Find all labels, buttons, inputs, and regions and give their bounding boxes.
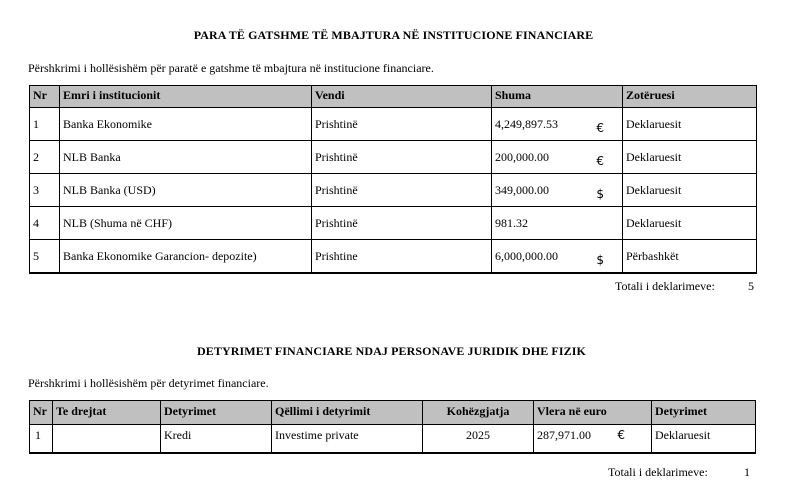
amount-value: 4,249,897.53 [495, 116, 558, 131]
euro-icon: € [617, 428, 625, 442]
amount-value: 981.32 [495, 215, 528, 230]
header-holder: Detyrimet [652, 401, 756, 425]
cell-country: Prishtinë [312, 141, 492, 174]
total-label: Totali i deklarimeve: [615, 279, 715, 293]
euro-icon: € [596, 154, 604, 168]
cell-country: Prishtinë [312, 207, 492, 240]
cell-value [534, 425, 652, 454]
cell-country: Prishtinë [312, 174, 492, 207]
cell-owner: Përbashkët [623, 240, 757, 274]
table-row [30, 108, 757, 141]
header-institution: Emri i institucionit [60, 86, 312, 108]
amount-value: 349,000.00 [495, 182, 549, 197]
header-amount: Shuma [492, 86, 623, 108]
cell-duration: 2025 [423, 425, 534, 454]
cell-institution: Banka Ekonomike [60, 108, 312, 141]
cell-country: Prishtinë [312, 108, 492, 141]
dollar-icon: $ [596, 253, 604, 267]
header-duration: Kohëzgjatja [423, 401, 534, 425]
table-row [30, 425, 756, 454]
cell-amount [492, 240, 623, 274]
table-header-row [30, 86, 757, 108]
table-row [30, 141, 757, 174]
cell-nr: 2 [30, 141, 60, 174]
section1-total-value: 5 [748, 279, 754, 293]
cell-nr: 3 [30, 174, 60, 207]
cell-owner: Deklaruesit [623, 174, 757, 207]
table-row [30, 207, 757, 240]
cell-nr: 4 [30, 207, 60, 240]
section2-total [608, 465, 708, 480]
liabilities-table [29, 400, 756, 454]
cell-owner: Deklaruesit [623, 108, 757, 141]
section2-title: DETYRIMET FINANCIARE NDAJ PERSONAVE JURIDIK DHE FIZIK [197, 344, 586, 358]
cell-purpose: Investime private [272, 425, 423, 454]
amount-value: 200,000.00 [495, 149, 549, 164]
cell-amount [492, 108, 623, 141]
cell-institution: NLB Banka (USD) [60, 174, 312, 207]
cell-amount [492, 207, 623, 240]
cash-holdings-table [29, 85, 757, 274]
header-owner: Zotëruesi [623, 86, 757, 108]
cell-amount [492, 174, 623, 207]
cell-nr: 1 [30, 108, 60, 141]
header-nr: Nr [30, 401, 53, 425]
dollar-icon: $ [596, 187, 604, 201]
section2-total-value: 1 [744, 465, 750, 479]
total-label: Totali i deklarimeve: [608, 465, 708, 479]
section1-total [615, 279, 715, 294]
cell-owner: Deklaruesit [623, 141, 757, 174]
cell-obligation: Kredi [161, 425, 272, 454]
section1-title: PARA TË GATSHME TË MBAJTURA NË INSTITUCIONE FINANCIARE [193, 28, 594, 42]
section2-description: Përshkrimi i hollësishëm për detyrimet financiare. [28, 376, 269, 390]
header-value: Vlera në euro [534, 401, 652, 425]
cell-amount [492, 141, 623, 174]
table-row [30, 174, 757, 207]
cell-owner: Deklaruesit [623, 207, 757, 240]
cell-institution: NLB (Shuma në CHF) [60, 207, 312, 240]
cell-country: Prishtine [312, 240, 492, 274]
cell-holder: Deklaruesit [652, 425, 756, 454]
table-row [30, 240, 757, 274]
cell-nr: 5 [30, 240, 60, 274]
value-amount: 287,971.00 [537, 428, 591, 442]
cell-nr: 1 [30, 425, 53, 454]
euro-icon: € [596, 121, 604, 135]
cell-rights [53, 425, 161, 454]
header-country: Vendi [312, 86, 492, 108]
cell-institution: NLB Banka [60, 141, 312, 174]
section1-description: Përshkrimi i hollësishëm për paratë e gatshme të mbajtura në institucione financiare. [28, 61, 434, 75]
amount-value: 6,000,000.00 [495, 248, 558, 263]
header-rights: Te drejtat [53, 401, 161, 425]
header-nr: Nr [30, 86, 60, 108]
table-header-row [30, 401, 756, 425]
header-purpose: Qëllimi i detyrimit [272, 401, 423, 425]
header-obligation: Detyrimet [161, 401, 272, 425]
cell-institution: Banka Ekonomike Garancion- depozite) [60, 240, 312, 274]
